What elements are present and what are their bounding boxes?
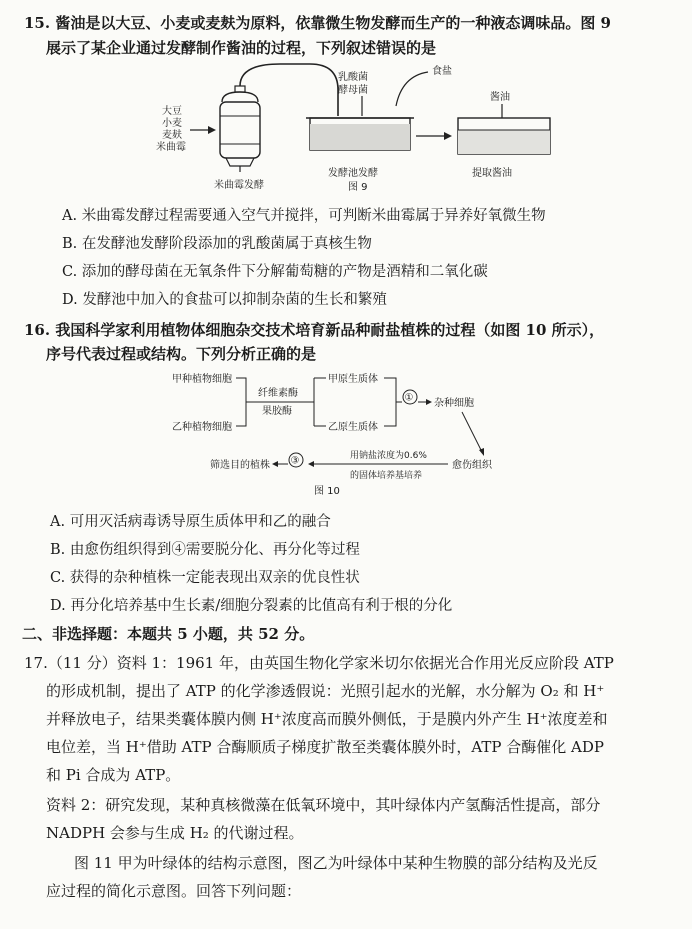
label-yeast: 酵母菌: [338, 85, 368, 96]
label-target-plant: 筛选目的植株: [210, 460, 270, 471]
material-wheat: 小麦: [162, 118, 182, 129]
q16-option-c: C. 获得的杂种植株一定能表现出双亲的优良性状: [50, 570, 360, 586]
label-medium-line2: 的固体培养基培养: [350, 471, 423, 481]
section-2-heading: 二、非选择题：本题共 5 小题，共 52 分。: [22, 625, 315, 643]
figure-9: [140, 60, 560, 205]
step-number-3: ③: [290, 455, 300, 467]
label-cell-a: 甲种植物细胞: [172, 374, 232, 385]
q15-stem-line1: 15. 酱油是以大豆、小麦或麦麸为原料，依靠微生物发酵而生产的一种液态调味品。图 9: [24, 14, 611, 32]
q17-line3: 并释放电子，结果类囊体膜内侧 H⁺浓度高而膜外侧低，于是膜内外产生 H⁺浓度差和: [46, 710, 608, 728]
material-aspergillus: 米曲霉: [156, 142, 186, 153]
q15-option-b: B. 在发酵池发酵阶段添加的乳酸菌属于真核生物: [62, 236, 372, 252]
q17-line1: 17.（11 分）资料 1：1961 年，由英国生物化学家米切尔依据光合作用光反应阶段 ATP: [24, 654, 614, 672]
q15-option-c: C. 添加的酵母菌在无氧条件下分解葡萄糖的产物是酒精和二氧化碳: [62, 264, 488, 280]
figure-9-caption: 图 9: [348, 182, 368, 193]
q17-line6: 资料 2：研究发现，某种真核微藻在低氧环境中，其叶绿体内产氢酶活性提高，部分: [46, 796, 601, 814]
material-soybean: 大豆: [162, 106, 182, 117]
fermentation-pond-icon: [306, 118, 414, 150]
step-number-1: ①: [404, 392, 414, 404]
q16-stem-line1: 16. 我国科学家利用植物体细胞杂交技术培育新品种耐盐植株的过程（如图 10 所示），: [24, 321, 605, 339]
label-protoplast-b: 乙原生质体: [328, 422, 378, 433]
q17-line2: 的形成机制，提出了 ATP 的化学渗透假说：光照引起水的光解，水分解为 O₂ 和 H⁺: [46, 682, 605, 700]
q17-line4: 电位差，当 H⁺借助 ATP 合酶顺质子梯度扩散至类囊体膜外时，ATP 合酶催化 ADP: [46, 738, 605, 756]
figure-10-caption: 图 10: [314, 486, 340, 497]
label-pectinase: 果胶酶: [262, 406, 292, 417]
label-hybrid-cell: 杂种细胞: [434, 398, 474, 409]
q15-stem-line2: 展示了某企业通过发酵制作酱油的过程，下列叙述错误的是: [46, 39, 437, 57]
fermenter-tank-icon: [220, 86, 260, 172]
label-protoplast-a: 甲原生质体: [328, 374, 378, 385]
q17-line7: NADPH 会参与生成 H₂ 的代谢过程。: [46, 824, 304, 842]
step-label-aspergillus-fermentation: 米曲霉发酵: [214, 180, 264, 191]
q16-stem-line2: 序号代表过程或结构。下列分析正确的是: [46, 345, 317, 363]
q17-line8: 图 11 甲为叶绿体的结构示意图，图乙为叶绿体中某种生物膜的部分结构及光反: [74, 854, 598, 872]
label-lactic-bacteria: 乳酸菌: [338, 72, 368, 83]
label-medium-line1: 用钠盐浓度为0.6%: [350, 451, 427, 461]
material-bran: 麦麸: [162, 130, 182, 141]
q16-option-a: A. 可用灭活病毒诱导原生质体甲和乙的融合: [50, 514, 331, 530]
label-soy-sauce: 酱油: [490, 92, 510, 103]
label-cellulase: 纤维素酶: [258, 388, 298, 399]
q15-option-d: D. 发酵池中加入的食盐可以抑制杂菌的生长和繁殖: [62, 292, 387, 308]
q17-line5: 和 Pi 合成为 ATP。: [46, 766, 181, 784]
step-label-extract-soy-sauce: 提取酱油: [472, 168, 512, 179]
extraction-tank-icon: [458, 118, 550, 154]
label-callus: 愈伤组织: [452, 460, 492, 471]
label-salt: 食盐: [432, 66, 452, 77]
q15-option-a: A. 米曲霉发酵过程需要通入空气并搅拌，可判断米曲霉属于异养好氧微生物: [62, 208, 546, 224]
label-cell-b: 乙种植物细胞: [172, 422, 232, 433]
q16-option-b: B. 由愈伤组织得到④需要脱分化、再分化等过程: [50, 542, 360, 558]
figure-10: [170, 368, 510, 504]
step-label-pond-fermentation: 发酵池发酵: [328, 168, 378, 179]
q17-line9: 应过程的简化示意图。回答下列问题：: [46, 882, 302, 900]
q16-option-d: D. 再分化培养基中生长素/细胞分裂素的比值高有利于根的分化: [50, 598, 453, 614]
